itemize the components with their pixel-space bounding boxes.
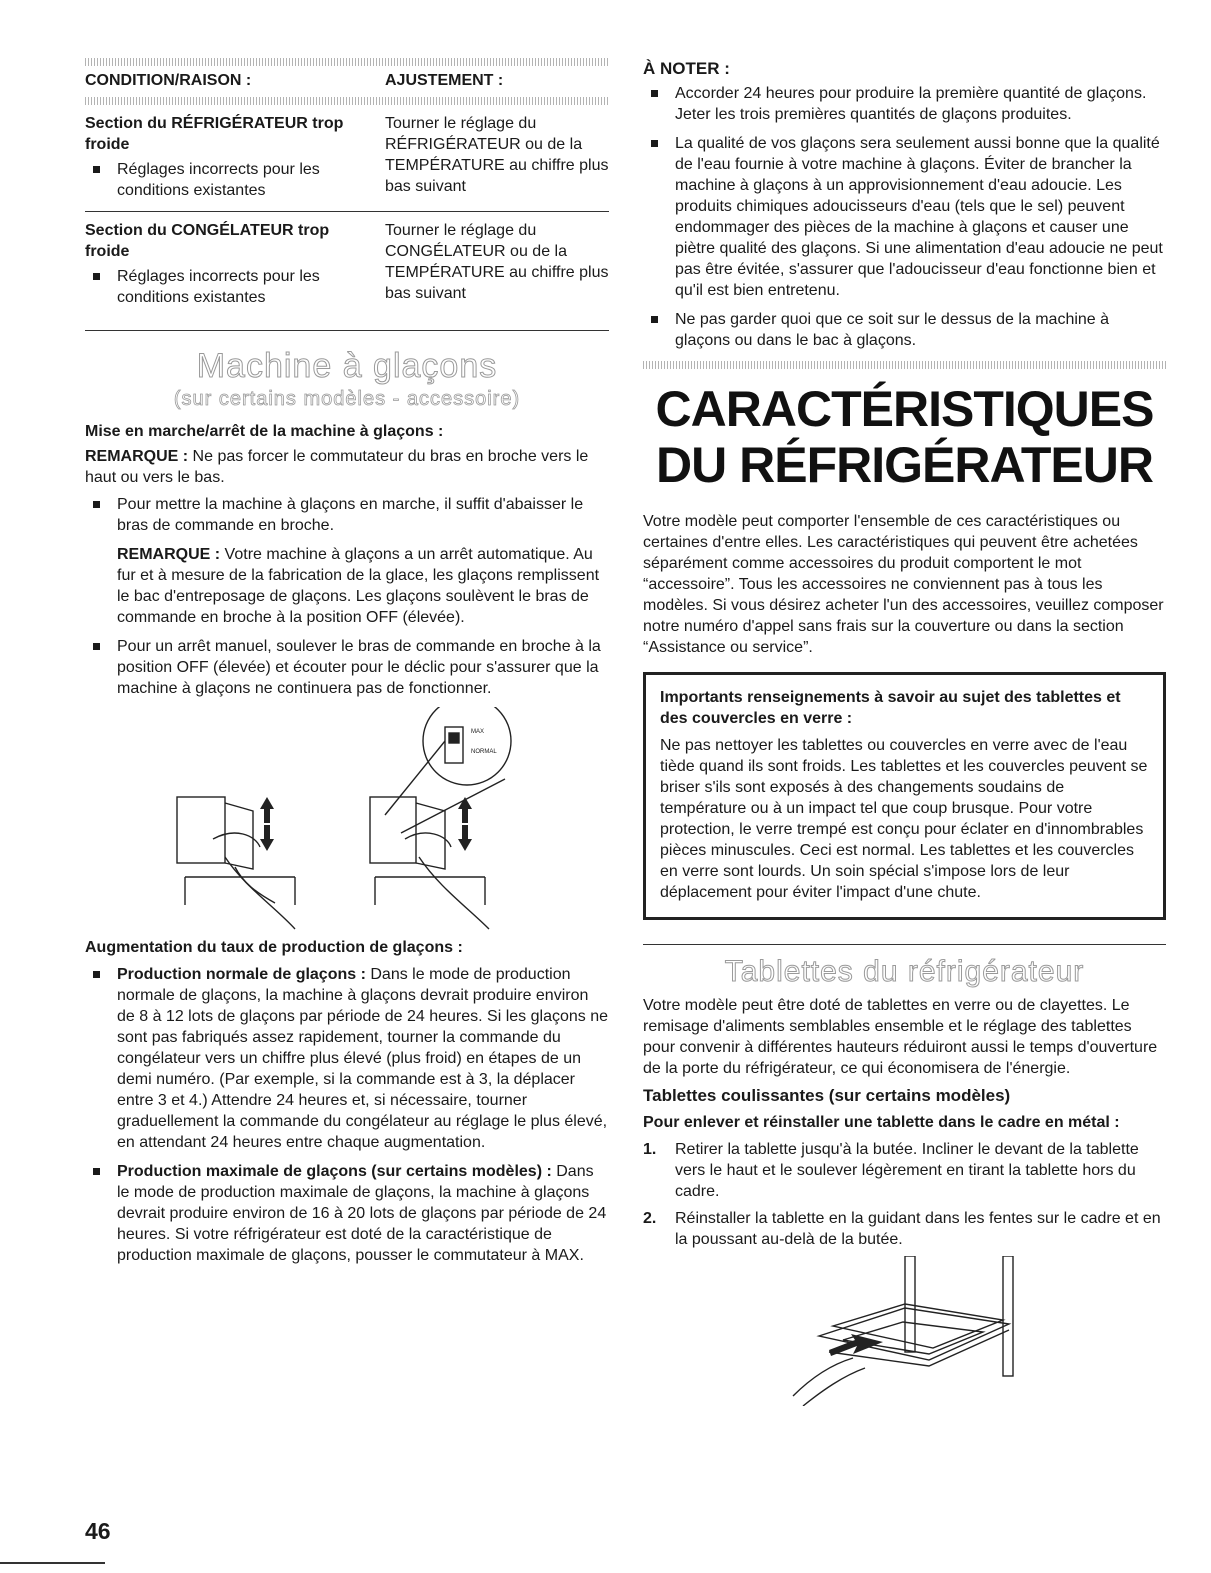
list-item	[85, 1161, 609, 1266]
step-number: 1.	[643, 1141, 657, 1158]
remark-label: REMARQUE :	[117, 546, 221, 563]
troubleshooting-table	[85, 66, 609, 331]
condition-title: Section du CONGÉLATEUR trop froide	[85, 222, 330, 260]
sliding-shelves-title: Tablettes coulissantes (sur certains modèles)	[643, 1086, 1011, 1105]
adjustment-text: Tourner le réglage du CONGÉLATEUR ou de la TEMPÉRATURE au chiffre plus bas suivant	[385, 222, 609, 302]
warning-text: Ne pas nettoyer les tablettes ou couvercles en verre avec de l'eau tiède quand ils sont froids. Les tablettes et les couvercles peuvent se briser s'ils sont exposés à des changements soudains de température ou à un impact tel que coup brusque. Pour votre protection, le verre trempé est conçu pour éclater en d'innombrables pièces minuscules. Ceci est normal. Les tablettes et les couvercles en verre sont lourds. Un soin spécial s'impose lors de leur déplacement pour éviter l'impact d'une chute.	[660, 737, 1148, 901]
max-production-label: Production maximale de glaçons (sur certains modèles) :	[117, 1163, 552, 1180]
dotted-rule	[85, 97, 609, 105]
table-row	[85, 105, 609, 212]
note-title: À NOTER :	[643, 59, 730, 78]
warning-title: Importants renseignements à savoir au sujet des tablettes et des couvercles en verre :	[660, 689, 1121, 727]
step-text: Réinstaller la tablette en la guidant dans les fentes sur le cadre et en la poussant au-delà de la butée.	[675, 1210, 1161, 1248]
ice-maker-illustration	[85, 707, 609, 935]
condition-bullet: Réglages incorrects pour les conditions existantes	[85, 159, 365, 201]
table-header	[85, 66, 609, 97]
page-number: 46	[85, 1518, 111, 1544]
rate-title: Augmentation du taux de production de glaçons :	[85, 939, 463, 956]
ice-maker-box	[177, 797, 225, 863]
adjustment-header: AJUSTEMENT :	[385, 72, 504, 89]
bottom-rule	[0, 1562, 105, 1564]
shelves-heading: Tablettes du réfrigérateur	[724, 955, 1085, 988]
section-divider	[643, 944, 1166, 945]
list-item	[643, 1139, 1166, 1202]
list-item: Ne pas garder quoi que ce soit sur le dessus de la machine à glaçons ou dans le bac à glaçons.	[643, 309, 1166, 351]
remark-label: REMARQUE :	[85, 448, 189, 465]
switch-max-label: MAX	[471, 729, 485, 735]
list-item: Pour un arrêt manuel, soulever le bras de commande en broche à la position OFF (élevée) et écouter pour le déclic pour s'assurer que la machine à glaçons ne continuera pas de fonctionner.	[85, 636, 609, 699]
normal-production-text: Dans le mode de production normale de glaçons, la machine à glaçons devrait produire environ de 8 à 12 lots de glaçons par période de 24 heures. Si les glaçons ne sont pas fabriqués assez rapidement, tourner la commande du congélateur vers un chiffre plus élevé (plus froid) en étapes de un demi numéro. (Par exemple, si la commande est à 3, la déplacer entre 3 et 4.) Attendre 24 heures et, si nécessaire, tourner graduellement la commande du congélateur au réglage le plus élevé, en attendant 24 heures entre chaque augmentation.	[117, 966, 608, 1151]
step-number: 2.	[643, 1210, 657, 1227]
remark-text: Ne pas forcer le commutateur du bras en broche vers le haut ou vers le bas.	[85, 448, 589, 486]
step-text: Retirer la tablette jusqu'à la butée. Incliner le devant de la tablette vers le haut et le soulever légèrement en tirant la tablette hors du cadre.	[675, 1141, 1139, 1200]
list-item: Accorder 24 heures pour produire la première quantité de glaçons. Jeter les trois premières quantités de glaçons produites.	[643, 83, 1166, 125]
left-column	[85, 58, 609, 1266]
table-row	[85, 212, 609, 331]
right-column	[643, 58, 1166, 1411]
features-intro: Votre modèle peut comporter l'ensemble de ces caractéristiques ou certaines d'entre elles. Les caractéristiques qui peuvent être achetées séparément comme accessoires du produit comportent le mot “accessoire”. Tous les accessoires ne conviennent pas à tous les modèles. Si vous désirez acheter l'un des accessoires, veuillez composer notre numéro d'appel sans frais sur la couverture ou dans la section “Assistance ou service”.	[643, 513, 1164, 656]
switch-normal-label: NORMAL	[471, 749, 497, 755]
remark-paragraph	[85, 544, 609, 628]
condition-bullet: Réglages incorrects pour les conditions existantes	[85, 266, 365, 308]
list-item: Pour mettre la machine à glaçons en marche, il suffit d'abaisser le bras de commande en broche.	[85, 494, 609, 536]
features-title-line1: CARACTÉRISTIQUES	[655, 381, 1154, 437]
normal-production-label: Production normale de glaçons :	[117, 966, 366, 983]
features-title-line2: DU RÉFRIGÉRATEUR	[656, 437, 1153, 493]
remove-shelf-title: Pour enlever et réinstaller une tablette dans le cadre en métal :	[643, 1114, 1120, 1131]
dotted-rule	[643, 361, 1166, 369]
glass-warning-box	[643, 672, 1166, 920]
remark-paragraph	[85, 446, 609, 488]
ice-maker-subheading: (sur certains modèles - accessoire)	[173, 388, 521, 410]
shelves-intro: Votre modèle peut être doté de tablettes en verre ou de clayettes. Le remisage d'aliments semblables ensemble et le réglage des tablettes pour convenir à différentes hauteurs réduiront aussi le temps d'ouverture de la porte du réfrigérateur, ce qui économisera de l'énergie.	[643, 997, 1158, 1077]
onoff-title: Mise en marche/arrêt de la machine à glaçons :	[85, 423, 444, 440]
ice-maker-heading: Machine à glaçons	[196, 347, 498, 385]
list-item: La qualité de vos glaçons sera seulement aussi bonne que la qualité de l'eau fournie à votre machine à glaçons. Éviter de brancher la machine à glaçons à un approvisionnement d'eau adoucie. Les produits chimiques adoucisseurs d'eau (tels que le sel) peuvent endommager des pièces de la machine à glaçons et causer une piètre qualité des glaçons. Si une alimentation d'eau adoucie ne peut pas être évitée, s'assurer que l'adoucisseur d'eau fonctionne bien et qu'il est bien entretenu.	[643, 133, 1166, 301]
list-item	[643, 1208, 1166, 1250]
dotted-rule	[85, 58, 609, 66]
max-production-text: Dans le mode de production maximale de glaçons, la machine à glaçons devrait produire environ de 16 à 20 lots de glaçons par période de 24 heures. Si votre réfrigérateur est doté de la caractéristique de production maximale de glaçons, pousser le commutateur à MAX.	[117, 1163, 607, 1264]
remark-text: Votre machine à glaçons a un arrêt automatique. Au fur et à mesure de la fabrication de la glace, les glaçons remplissent le bac d'entreposage de glaçons. Les glaçons soulèvent le bras de commande en broche à la position OFF (élevée).	[117, 546, 600, 626]
ice-maker-diagram	[85, 707, 609, 935]
adjustment-text: Tourner le réglage du RÉFRIGÉRATEUR ou de la TEMPÉRATURE au chiffre plus bas suivant	[385, 115, 609, 195]
condition-header: CONDITION/RAISON :	[85, 72, 252, 89]
list-item	[85, 964, 609, 1153]
condition-title: Section du RÉFRIGÉRATEUR trop froide	[85, 115, 344, 153]
shelf-illustration	[643, 1256, 1166, 1406]
